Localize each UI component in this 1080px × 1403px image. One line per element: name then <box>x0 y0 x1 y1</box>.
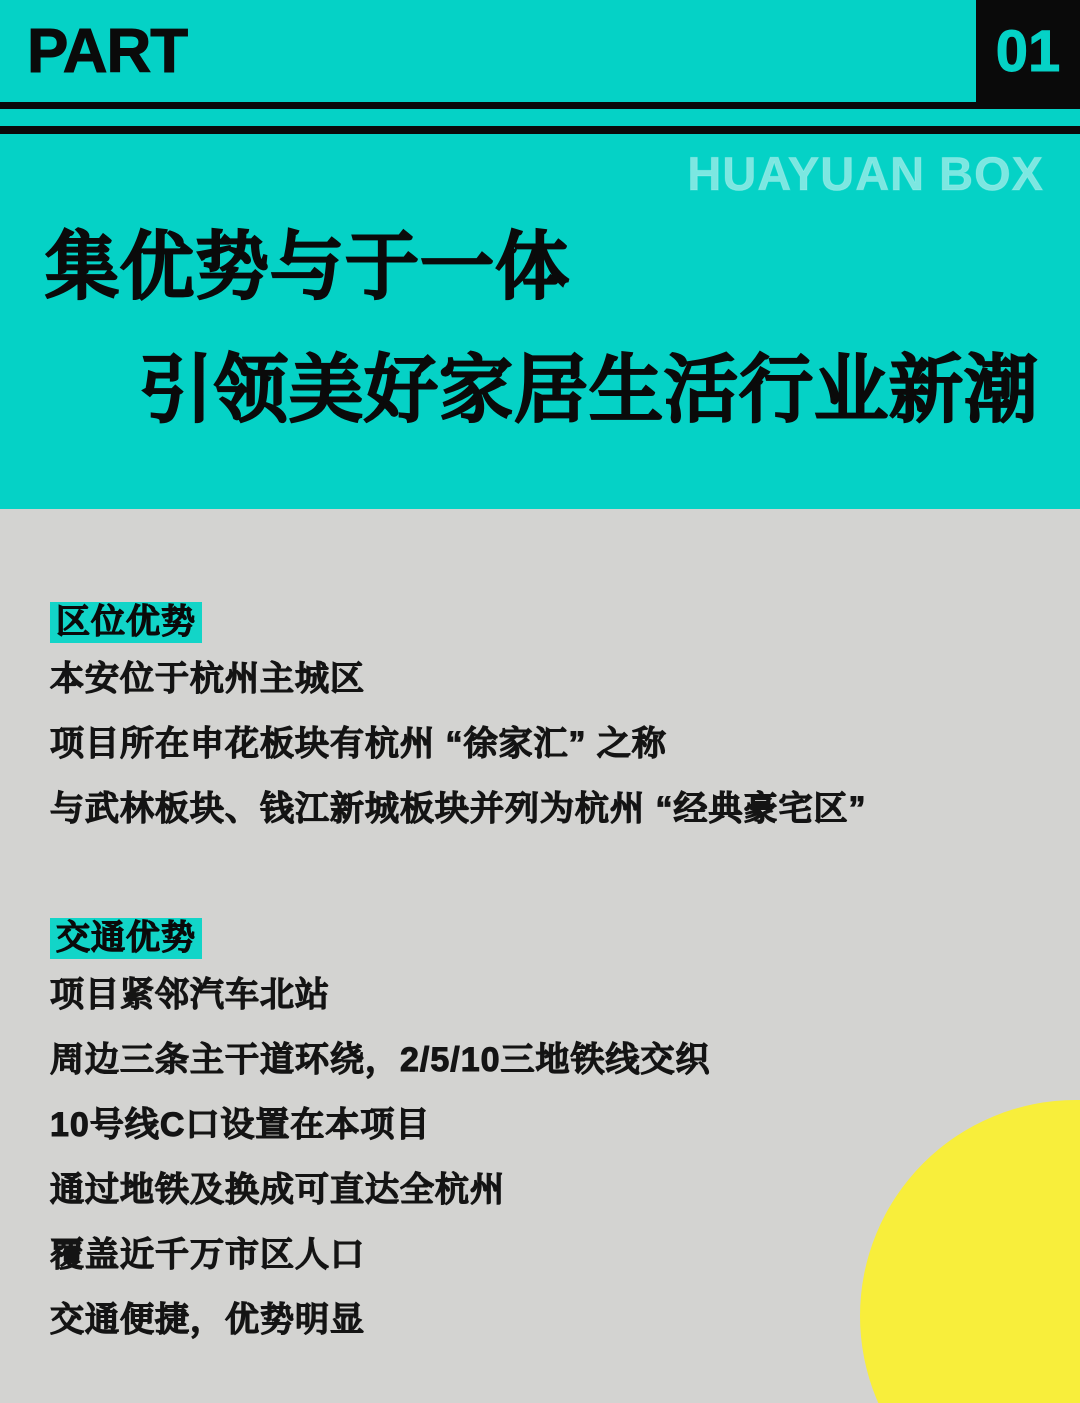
brand-watermark: HUAYUAN BOX <box>687 147 1044 200</box>
location-line-1: 本安位于杭州主城区 <box>50 660 365 698</box>
location-line-2: 项目所在申花板块有杭州 “徐家汇” 之称 <box>50 725 667 763</box>
traffic-line-1: 项目紧邻汽车北站 <box>50 976 330 1014</box>
traffic-line-6: 交通便捷，优势明显 <box>50 1301 365 1339</box>
divider-rule-top <box>0 102 1080 109</box>
yellow-circle-decoration <box>860 1100 1080 1403</box>
section-traffic-advantage <box>50 918 711 1368</box>
main-title-line1: 集优势与于一体 <box>45 225 570 308</box>
traffic-line-4: 通过地铁及换成可直达全杭州 <box>50 1171 505 1209</box>
divider-rule-bottom <box>0 126 1080 134</box>
section-location-advantage <box>50 602 866 857</box>
section-heading-traffic: 交通优势 <box>50 918 202 959</box>
traffic-line-2: 周边三条主干道环绕，2/5/10三地铁线交织 <box>50 1041 711 1079</box>
part-label: PART <box>27 16 188 86</box>
section-heading-location: 区位优势 <box>50 602 202 643</box>
traffic-line-5: 覆盖近千万市区人口 <box>50 1236 365 1274</box>
traffic-line-3: 10号线C口设置在本项目 <box>50 1106 431 1144</box>
main-title-line2: 引领美好家居生活行业新潮 <box>139 348 1039 431</box>
part-number-badge: 01 <box>976 0 1080 102</box>
header-banner <box>0 0 1080 509</box>
location-line-3: 与武林板块、钱江新城板块并列为杭州 “经典豪宅区” <box>50 790 867 828</box>
